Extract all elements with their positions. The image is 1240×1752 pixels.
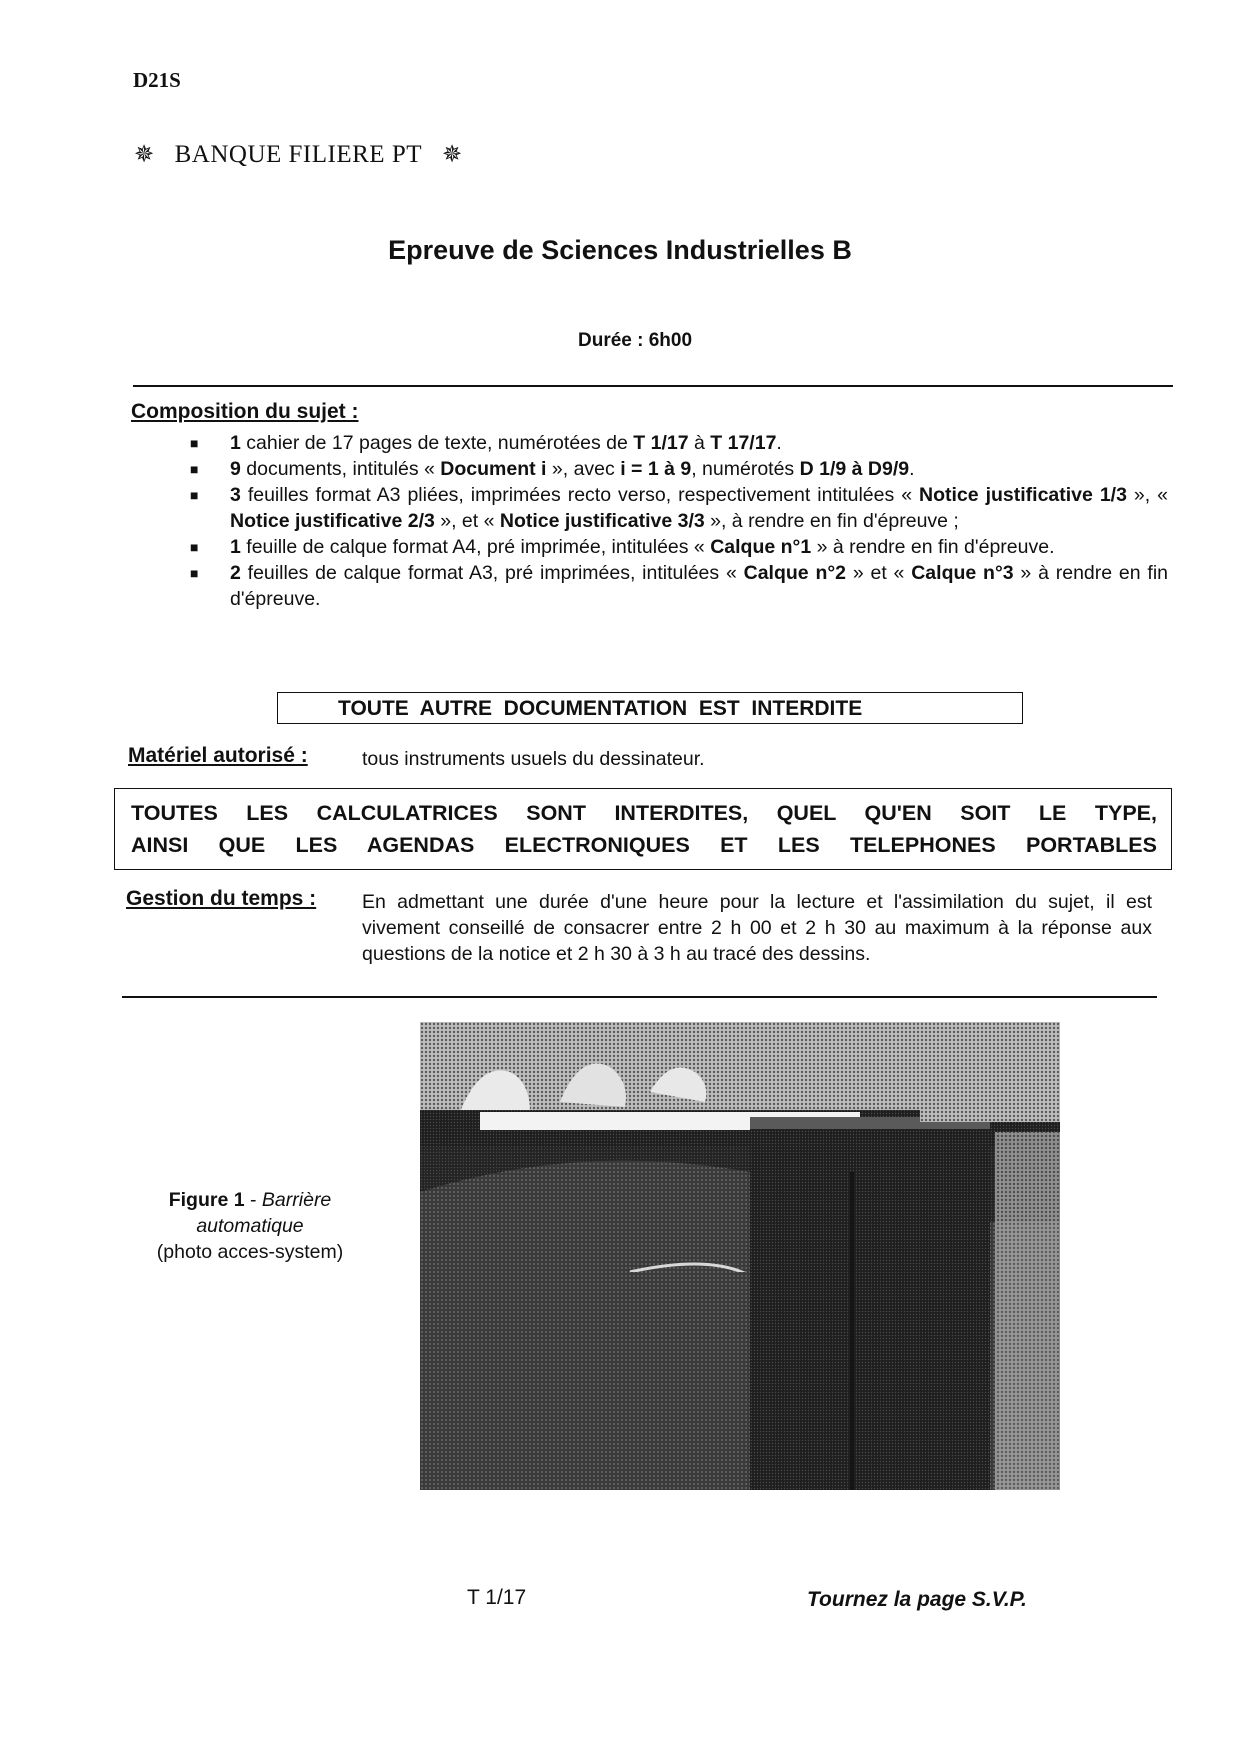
list-item: ■ 9 documents, intitulés « Document i », avec i = 1 à 9, numérotés D 1/9 à D9/9. [190, 458, 915, 480]
divider [133, 385, 1173, 387]
bullet-icon: ■ [190, 487, 199, 503]
materiel-text: tous instruments usuels du dessinateur. [362, 748, 705, 770]
list-item: ■ 1 feuille de calque format A4, pré imprimée, intitulées « Calque n°1 » à rendre en fin d'épreuve. [190, 536, 1055, 558]
exam-duration: Durée : 6h00 [578, 330, 693, 351]
turn-page-note: Tournez la page S.V.P. [807, 1588, 1027, 1611]
document-code: D21S [133, 68, 181, 92]
calculator-notice [114, 788, 1172, 870]
page-title: Epreuve de Sciences Industrielles B [388, 235, 852, 265]
bullet-icon: ■ [190, 565, 199, 581]
bank-heading [134, 140, 463, 169]
list-item: ■ 2 feuilles de calque format A3, pré imprimées, intitulées « Calque n°2 » et « Calque n°3 » à rendre en fin d'épreuve. [190, 562, 1169, 610]
divider [122, 996, 1157, 998]
gestion-text: En admettant une durée d'une heure pour la lecture et l'assimilation du sujet, il est vivement conseillé de consacrer entre 2 h 00 et 2 h 30 au maximum à la réponse aux questions de la notice et 2 h 30 à 3 h au tracé des dessins. [362, 891, 1152, 965]
bullet-icon: ■ [190, 461, 199, 477]
bullet-icon: ■ [190, 435, 199, 451]
composition-heading: Composition du sujet : [131, 400, 359, 423]
barrier-photo [420, 1022, 1060, 1490]
list-item: ■ 1 cahier de 17 pages de texte, numérotées de T 1/17 à T 17/17. [190, 432, 782, 454]
figure-caption: Figure 1 - Barrière automatique (photo acces-system) [156, 1189, 344, 1263]
list-item: ■ 3 feuilles format A3 pliées, imprimées recto verso, respectivement intitulées « Notice justificative 1/3 », « Notice justificative 2/3 », et « Notice justificative 3/3 », à rendre en fin d'épreuve ; [190, 484, 1168, 532]
materiel-heading: Matériel autorisé : [128, 744, 308, 767]
bank-name: BANQUE FILIERE PT [174, 141, 422, 168]
star-icon: ✵ [134, 142, 155, 168]
star-icon: ✵ [442, 142, 463, 168]
bullet-icon: ■ [190, 539, 199, 555]
calculator-notice-line: TOUTES LES CALCULATRICES SONT INTERDITES, QUEL QU'EN SOIT LE TYPE, [131, 801, 1157, 825]
documentation-notice: TOUTE AUTRE DOCUMENTATION EST INTERDITE [277, 692, 1023, 724]
gestion-heading: Gestion du temps : [126, 887, 317, 910]
page-number: T 1/17 [467, 1586, 527, 1609]
composition-list [188, 430, 1168, 612]
calculator-notice-line: AINSI QUE LES AGENDAS ELECTRONIQUES ET LES TELEPHONES PORTABLES [131, 833, 1157, 857]
